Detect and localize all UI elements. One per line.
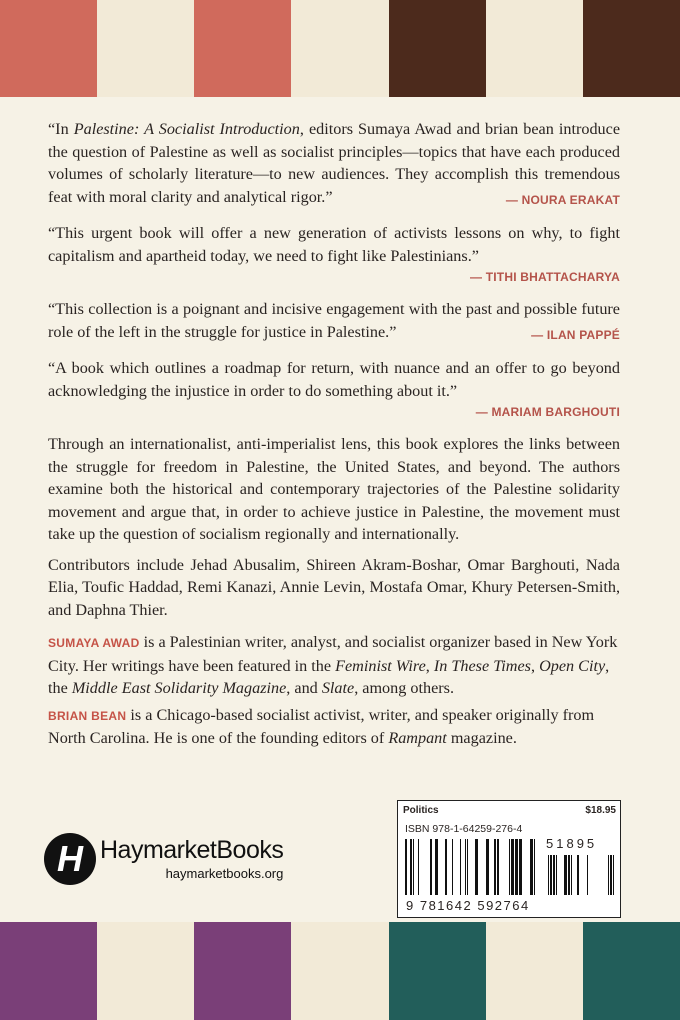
book-title: Palestine: A Socialist Introduction (73, 120, 300, 138)
top-stripe (0, 0, 97, 97)
blurb-erakat (48, 118, 620, 208)
blurb-bhattacharya (48, 222, 620, 284)
publisher-logo (44, 833, 283, 885)
bottom-stripe (486, 922, 583, 1020)
category-label: Politics (403, 805, 439, 816)
blurb-attribution: — MARIAM BARGHOUTI (475, 405, 620, 419)
bottom-stripe (0, 922, 97, 1020)
bottom-stripe (194, 922, 291, 1020)
bottom-stripe (291, 922, 388, 1020)
contributors-list: Contributors include Jehad Abusalim, Shireen Akram-Boshar, Omar Barghouti, Nada Elia, Toufic Haddad, Remi Kanazi, Annie Levin, Mostafa Omar, Khury Petersen-Smith, and Daphna Thier. (48, 555, 620, 619)
blurb-text: “A book which outlines a roadmap for return, with nuance and an offer to go beyond acknowledging the injustice in order to do something about it.” (48, 359, 620, 400)
top-stripe (583, 0, 680, 97)
top-stripe (194, 0, 291, 97)
author-name: BRIAN BEAN (48, 708, 127, 723)
price-code: 51895 (546, 836, 598, 851)
blurb-pappe (48, 298, 620, 343)
blurb-attribution: — ILAN PAPPÉ (531, 327, 620, 342)
blurb-text: “This urgent book will offer a new generation of activists lessons on why, to fight capitalism and apartheid today, we need to fight like Palestinians.” (48, 224, 620, 265)
isbn-barcode (397, 800, 621, 918)
blurb-attribution: — TITHI BHATTACHARYA (470, 270, 620, 284)
top-stripe (97, 0, 194, 97)
barcode-digits: 9 781642 592764 (406, 898, 530, 913)
author-bio-awad: SUMAYA AWAD is a Palestinian writer, analyst, and socialist organizer based in New York City. Her writings have been featured in the Feminist Wire, In These Times, Open City, the Middle East Solidarity Magazine, and Slate, among others. (48, 633, 618, 697)
top-stripe (389, 0, 486, 97)
blurb-attribution: — NOURA ERAKAT (505, 192, 620, 207)
price-label: $18.95 (585, 805, 616, 816)
book-description: Through an internationalist, anti-imperialist lens, this book explores the links between the struggle for freedom in Palestine, the United States, and beyond. The authors examine both the historical and contemporary trajectories of the Palestine solidarity movement and argue that, in order to achieve justice in Palestine, the movement must take up the question of socialism regionally and internationally. (48, 435, 620, 543)
blurb-text: “This collection is a poignant and incisive engagement with the past and possible future role of the left in the struggle for justice in Palestine.” — ILAN PAPPÉ (48, 298, 620, 343)
top-color-band (0, 0, 680, 97)
top-stripe (291, 0, 388, 97)
blurb-barghouti (48, 357, 620, 419)
blurb-text: “In Palestine: A Socialist Introduction, editors Sumaya Awad and brian bean introduce the question of Palestine as well as socialist principles—topics that have each produced volumes of scholarly literature—to new audiences. They accomplish this tremendous feat with moral clarity and analytical rigor.” — NOURA ERAKAT (48, 118, 620, 208)
back-cover-text (48, 118, 620, 754)
publisher-url: haymarketbooks.org (165, 865, 284, 881)
bottom-stripe (97, 922, 194, 1020)
bottom-color-band (0, 922, 680, 1020)
isbn-text: ISBN 978-1-64259-276-4 (405, 823, 523, 835)
haymarket-logo-icon: H (44, 833, 96, 885)
publisher-name: HaymarketBooks (100, 836, 284, 865)
top-stripe (486, 0, 583, 97)
author-name: SUMAYA AWAD (48, 636, 140, 650)
bottom-stripe (389, 922, 486, 1020)
bottom-stripe (583, 922, 680, 1020)
author-bio-bean: BRIAN BEAN is a Chicago-based socialist activist, writer, and speaker originally from North Carolina. He is one of the founding editors of Rampant magazine. (48, 705, 595, 747)
